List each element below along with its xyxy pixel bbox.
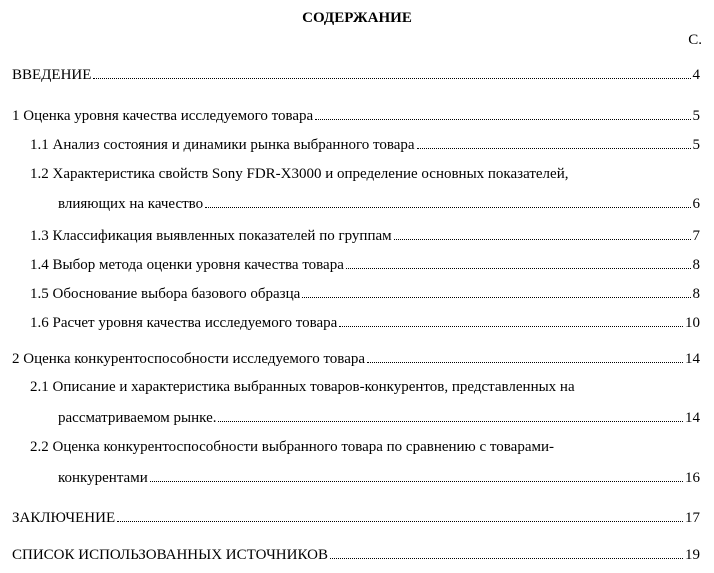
toc-entry-text: 2 Оценка конкурентоспособности исследуемого товара xyxy=(12,351,366,367)
toc-entry-page: 4 xyxy=(692,67,700,83)
toc-entry-section-1-2[interactable] xyxy=(58,193,700,213)
dot-leader xyxy=(315,118,690,120)
toc-entry-section-1-3[interactable] xyxy=(30,225,700,245)
toc-entry-introduction[interactable] xyxy=(12,64,700,84)
dot-leader xyxy=(302,296,690,298)
dot-leader xyxy=(93,77,690,79)
dot-leader xyxy=(117,520,683,522)
toc-entry-page: 17 xyxy=(685,510,700,526)
toc-entry-page: 16 xyxy=(685,470,700,486)
toc-entry-section-1-6[interactable] xyxy=(30,312,700,332)
toc-entry-text: 1.1 Анализ состояния и динамики рынка выбранного товара xyxy=(30,137,415,153)
toc-entry-page: 6 xyxy=(692,196,700,212)
toc-entry-page: 10 xyxy=(685,315,700,331)
toc-entry-text: ВВЕДЕНИЕ xyxy=(12,67,92,83)
toc-entry-text: ЗАКЛЮЧЕНИЕ xyxy=(12,510,116,526)
toc-entry-text: 1.3 Классификация выявленных показателей по группам xyxy=(30,228,392,244)
toc-entry-section-2-1[interactable] xyxy=(58,407,700,427)
dot-leader xyxy=(417,147,691,149)
dot-leader xyxy=(218,420,683,422)
toc-entry-section-1-4[interactable] xyxy=(30,254,700,274)
dot-leader xyxy=(205,206,690,208)
dot-leader xyxy=(150,480,683,482)
toc-entry-text: влияющих на качество xyxy=(58,196,204,212)
toc-entry-conclusion[interactable] xyxy=(12,507,700,527)
toc-entry-text: СПИСОК ИСПОЛЬЗОВАННЫХ ИСТОЧНИКОВ xyxy=(12,547,328,563)
toc-entry-section-1[interactable] xyxy=(12,105,700,125)
toc-entry-text: конкурентами xyxy=(58,470,148,486)
toc-entry-section-2-2[interactable] xyxy=(58,467,700,487)
toc-entry-text: рассматриваемом рынке. xyxy=(58,410,217,426)
toc-entry-page: 19 xyxy=(685,547,700,563)
toc-entry-section-2-2-line1[interactable]: 2.2 Оценка конкурентоспособности выбранного товара по сравнению с товарами- xyxy=(30,439,554,455)
toc-entry-page: 5 xyxy=(692,108,700,124)
dot-leader xyxy=(330,557,683,559)
toc-entry-page: 14 xyxy=(685,351,700,367)
dot-leader xyxy=(367,361,683,363)
toc-entry-text: 1 Оценка уровня качества исследуемого товара xyxy=(12,108,314,124)
dot-leader xyxy=(339,325,683,327)
dot-leader xyxy=(394,238,691,240)
toc-title: СОДЕРЖАНИЕ xyxy=(302,10,412,26)
toc-entry-section-1-2-line1[interactable]: 1.2 Характеристика свойств Sony FDR-X3000 и определение основных показателей, xyxy=(30,166,569,182)
dot-leader xyxy=(346,267,691,269)
toc-entry-page: 5 xyxy=(692,137,700,153)
toc-entry-page: 7 xyxy=(692,228,700,244)
toc-entry-section-2[interactable] xyxy=(12,348,700,368)
toc-entry-text: 1.6 Расчет уровня качества исследуемого товара xyxy=(30,315,338,331)
toc-entry-page: 8 xyxy=(692,257,700,273)
toc-entry-section-1-5[interactable] xyxy=(30,283,700,303)
toc-entry-references[interactable] xyxy=(12,544,700,564)
toc-entry-section-2-1-line1[interactable]: 2.1 Описание и характеристика выбранных товаров-конкурентов, представленных на xyxy=(30,379,575,395)
toc-entry-text: 1.5 Обоснование выбора базового образца xyxy=(30,286,301,302)
toc-entry-page: 14 xyxy=(685,410,700,426)
toc-entry-section-1-1[interactable] xyxy=(30,134,700,154)
toc-entry-page: 8 xyxy=(692,286,700,302)
toc-entry-text: 1.4 Выбор метода оценки уровня качества товара xyxy=(30,257,344,273)
page-column-label: С. xyxy=(688,32,702,48)
